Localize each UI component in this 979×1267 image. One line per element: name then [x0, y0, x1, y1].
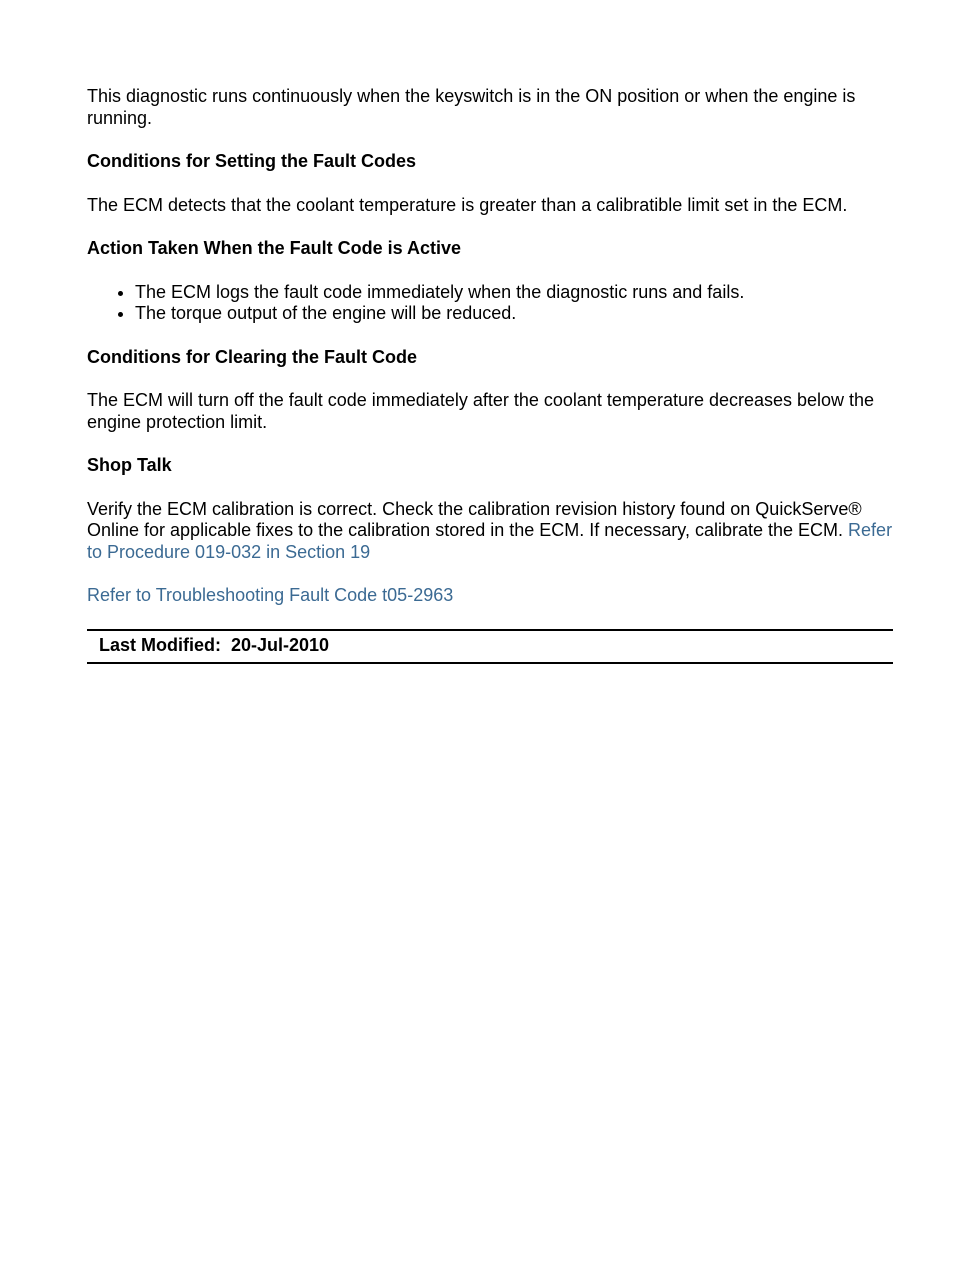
heading-shop-talk: Shop Talk	[87, 455, 172, 475]
intro-paragraph: This diagnostic runs continuously when the keyswitch is in the ON position or when the engine is running.	[87, 86, 856, 128]
heading-clearing-conditions: Conditions for Clearing the Fault Code	[87, 346, 417, 367]
shop-talk-text: Verify the ECM calibration is correct. Check the calibration revision history found on QuickServe® Online for applicable fixes to the calibration stored in the ECM. If necessary, calibrate the ECM.	[87, 498, 862, 540]
last-modified-date: 20-Jul-2010	[231, 635, 330, 656]
heading-action-taken: Action Taken When the Fault Code is Active	[87, 238, 462, 258]
action-taken-list	[87, 282, 893, 325]
list-item: • The ECM logs the fault code immediately when the diagnostic runs and fails.	[135, 282, 893, 304]
clearing-conditions-text: The ECM will turn off the fault code immediately after the coolant temperature decreases below the engine protection limit.	[87, 390, 875, 432]
heading-setting-conditions: Conditions for Setting the Fault Codes	[87, 151, 416, 171]
last-modified-label: Last Modified:	[99, 635, 221, 656]
troubleshooting-link[interactable]: Refer to Troubleshooting Fault Code t05-2963	[87, 585, 454, 605]
procedure-link[interactable]: Refer to Procedure 019-032 in Section 19	[87, 520, 893, 562]
document-body	[87, 86, 893, 664]
list-item: • The torque output of the engine will be reduced.	[135, 303, 893, 325]
last-modified-bar	[87, 629, 893, 664]
setting-conditions-text: The ECM detects that the coolant temperature is greater than a calibratible limit set in the ECM.	[87, 194, 848, 215]
troubleshooting-paragraph	[87, 585, 893, 607]
shop-talk-paragraph	[87, 499, 893, 564]
